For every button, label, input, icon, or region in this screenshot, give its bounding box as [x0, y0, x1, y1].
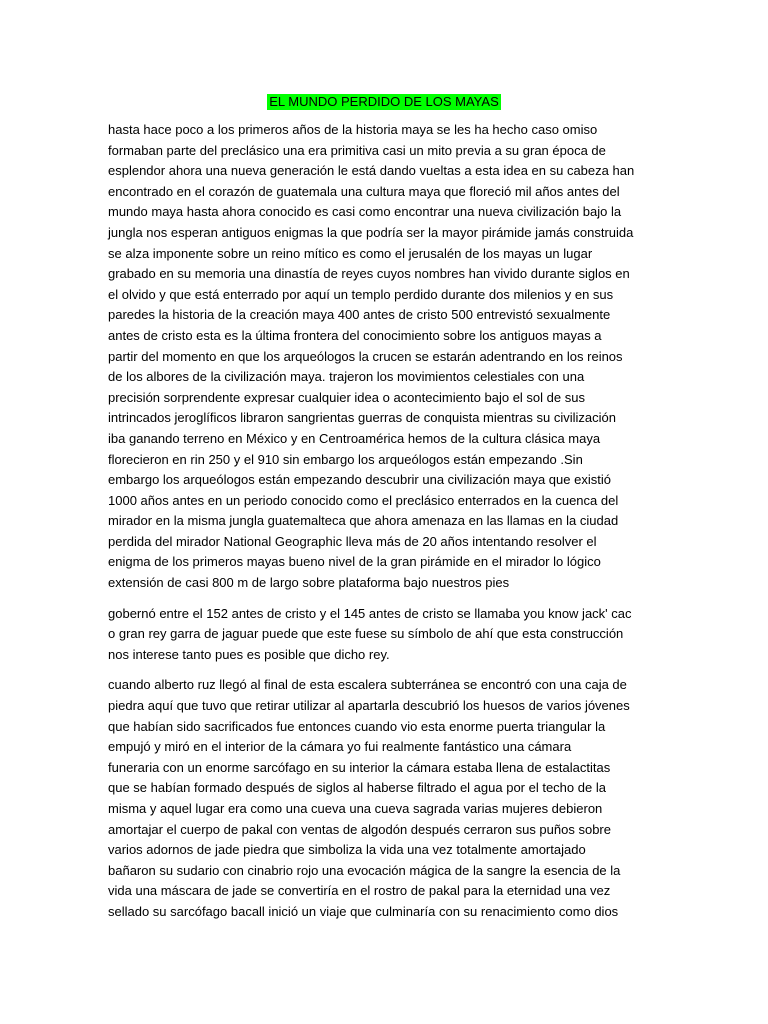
paragraph-2: gobernó entre el 152 antes de cristo y el 145 antes de cristo se llamaba you know jack' cac o gran rey garra de jaguar puede que este fuese su símbolo de ahí que esta construcción nos interese tanto pues es posible que dicho rey.: [108, 605, 632, 662]
document-body: [108, 120, 668, 933]
paragraph-3: cuando alberto ruz llegó al final de esta escalera subterránea se encontró con una caja de piedra aquí que tuvo que retirar utilizar al apartarla descubrió los huesos de varios jóvenes que habían sido sacrificados fue entonces cuando vio esta enorme puerta triangular la empujó y miró en el interior de la cámara yo fui realmente fantástico una cámara funeraria con un enorme sarcófago en su interior la cámara estaba llena de estalactitas que se habían formado después de siglos al haberse filtrado el agua por el techo de la misma y aquel lugar era como una cueva una cueva sagrada varias mujeres debieron amortajar el cuerpo de pakal con ventas de algodón después cerraron sus puños sobre varios adornos de jade piedra que simboliza la vida una vez totalmente amortajado bañaron su sudario con cinabrio rojo una evocación mágica de la sangre la esencia de la vida una máscara de jade se convertiría en el rostro de pakal para la eternidad una vez sellado su sarcófago bacall inició un viaje que culminaría con su renacimiento como dios: [108, 677, 630, 919]
document-title: EL MUNDO PERDIDO DE LOS MAYAS: [269, 94, 499, 109]
paragraph-1: hasta hace poco a los primeros años de la historia maya se les ha hecho caso omiso formaban parte del preclásico una era primitiva casi un mito previa a su gran época de esplendor ahora una nueva generación le está dando vueltas a esta idea en su cabeza han encontrado en el corazón de guatemala una cultura maya que floreció mil años antes del mundo maya hasta ahora conocido es casi como encontrar una nueva civilización bajo la jungla nos esperan antiguos enigmas la que podría ser la mayor pirámide jamás construida se alza imponente sobre un reino mítico es como el jerusalén de los mayas un lugar grabado en su memoria una dinastía de reyes cuyos nombres han vivido durante siglos en el olvido y que está enterrado por aquí un templo perdido durante dos milenios y en sus paredes la historia de la creación maya 400 antes de cristo 500 entrevistó sexualmente antes de cristo esta es la última frontera del conocimiento sobre los antiguos mayas a partir del momento en que los arqueólogos la crucen se estarán adentrando en los reinos de los albores de la civilización maya. trajeron los movimientos celestiales con una precisión sorprendente expresar cualquier idea o acontecimiento bajo el sol de sus intrincados jeroglíficos libraron sangrientas guerras de conquista mientras su civilización iba ganando terreno en México y en Centroamérica hemos de la cultura clásica maya florecieron en rin 250 y el 910 sin embargo los arqueólogos están empezando .Sin embargo los arqueólogos están empezando descubrir una civilización maya que existió 1000 años antes en un periodo conocido como el preclásico enterrados en la cuenca del mirador en la misma jungla guatemalteca que ahora amenaza en las llamas en la ciudad perdida del mirador National Geographic lleva más de 20 años intentando resolver el enigma de los primeros mayas bueno nivel de la gran pirámide en el mirador lo lógico extensión de casi 800 m de largo sobre plataforma bajo nuestros pies: [108, 122, 635, 591]
title-container: [0, 93, 768, 111]
